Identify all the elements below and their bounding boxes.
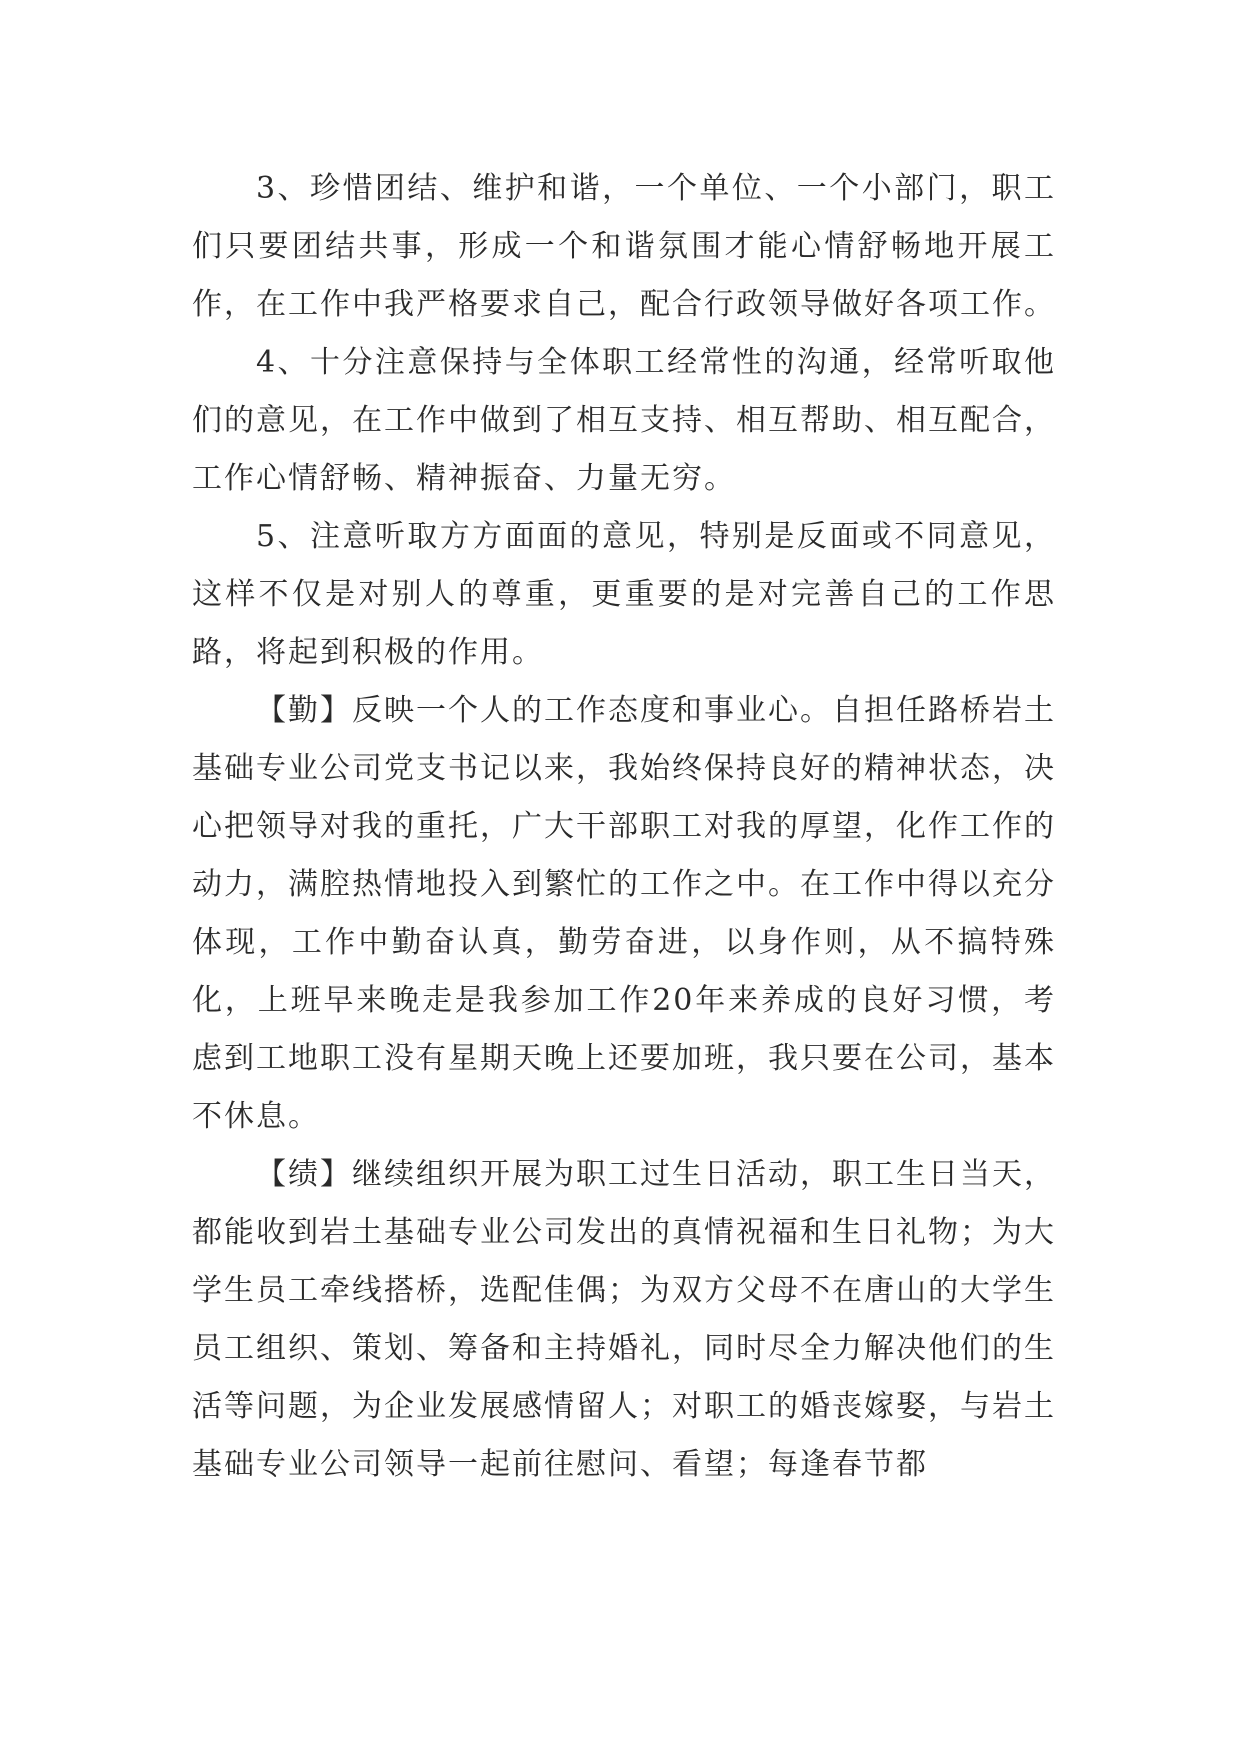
paragraph-achievement: 【绩】继续组织开展为职工过生日活动，职工生日当天，都能收到岩土基础专业公司发出的真情祝福和生日礼物；为大学生员工牵线搭桥，选配佳偶；为双方父母不在唐山的大学生员工组织、策划、筹备和主持婚礼，同时尽全力解决他们的生活等问题，为企业发展感情留人；对职工的婚丧嫁娶，与岩土基础专业公司领导一起前往慰问、看望；每逢春节都 bbox=[192, 1157, 1056, 1482]
paragraph-diligence: 【勤】反映一个人的工作态度和事业心。自担任路桥岩土基础专业公司党支书记以来，我始终保持良好的精神状态，决心把领导对我的重托，广大干部职工对我的厚望，化作工作的动力，满腔热情地投入到繁忙的工作之中。在工作中得以充分体现，工作中勤奋认真，勤劳奋进，以身作则，从不搞特殊化，上班早来晚走是我参加工作20年来养成的良好习惯，考虑到工地职工没有星期天晚上还要加班，我只要在公司，基本不休息。 bbox=[192, 693, 1056, 1134]
paragraph-item-5: 5、注意听取方方面面的意见，特别是反面或不同意见，这样不仅是对别人的尊重，更重要的是对完善自己的工作思路，将起到积极的作用。 bbox=[192, 519, 1056, 670]
paragraph-item-4: 4、十分注意保持与全体职工经常性的沟通，经常听取他们的意见，在工作中做到了相互支持、相互帮助、相互配合，工作心情舒畅、精神振奋、力量无穷。 bbox=[192, 345, 1056, 496]
document-body bbox=[192, 160, 1056, 1494]
paragraph-item-3: 3、珍惜团结、维护和谐，一个单位、一个小部门，职工们只要团结共事，形成一个和谐氛围才能心情舒畅地开展工作，在工作中我严格要求自己，配合行政领导做好各项工作。 bbox=[192, 171, 1056, 322]
